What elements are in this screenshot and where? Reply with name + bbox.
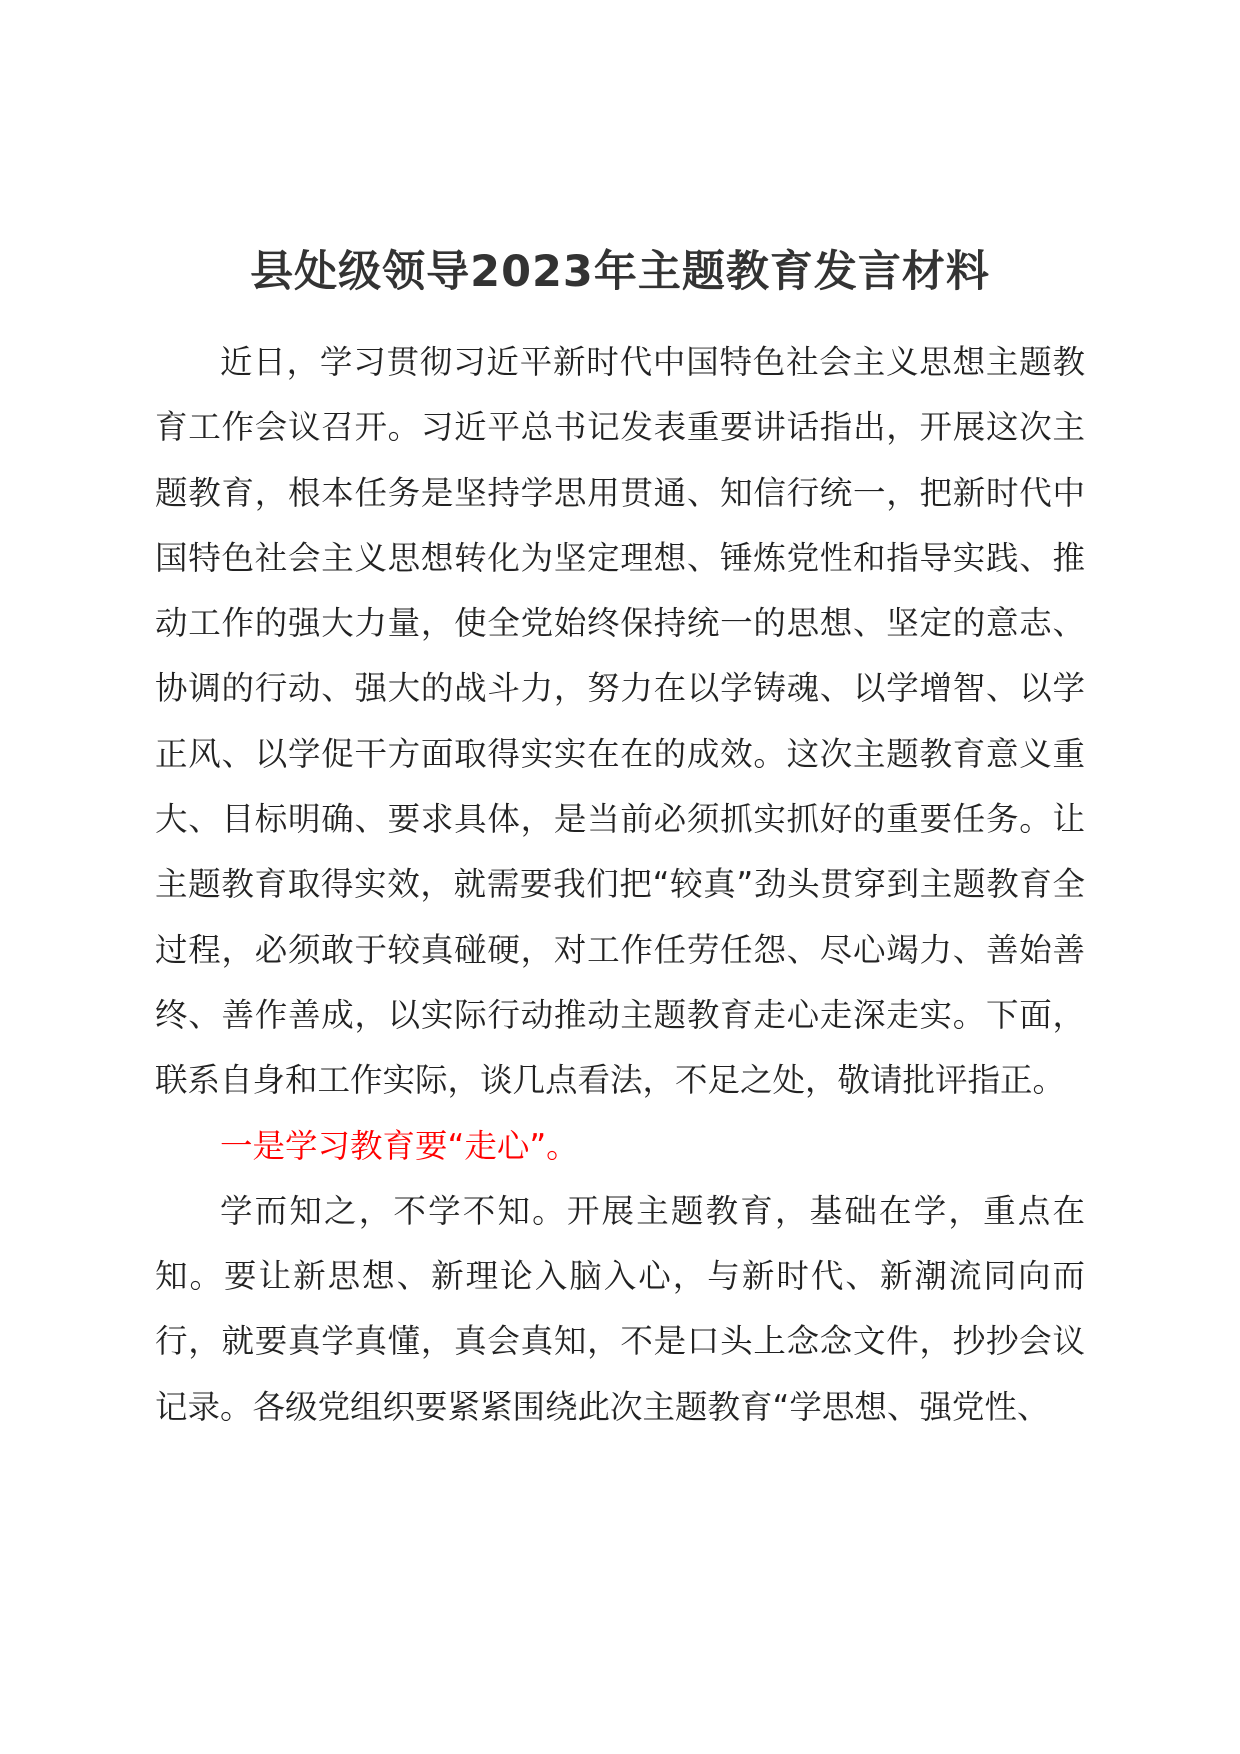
- intro-paragraph: 近日，学习贯彻习近平新时代中国特色社会主义思想主题教育工作会议召开。习近平总书记发表重要讲话指出，开展这次主题教育，根本任务是坚持学思用贯通、知信行统一，把新时代中国特色社会主义思想转化为坚定理想、锤炼党性和指导实践、推动工作的强大力量，使全党始终保持统一的思想、坚定的意志、协调的行动、强大的战斗力，努力在以学铸魂、以学增智、以学正风、以学促干方面取得实实在在的成效。这次主题教育意义重大、目标明确、要求具体，是当前必须抓实抓好的重要任务。让主题教育取得实效，就需要我们把“较真”劲头贯穿到主题教育全过程，必须敢于较真碰硬，对工作任劳任怨、尽心竭力、善始善终、善作善成，以实际行动推动主题教育走心走深走实。下面，联系自身和工作实际，谈几点看法，不足之处，敬请批评指正。: [155, 343, 1085, 1100]
- document-body: [155, 330, 1085, 1440]
- document-title: 县处级领导2023年主题教育发言材料: [250, 247, 990, 297]
- section-heading-1: 一是学习教育要“走心”。: [220, 1126, 579, 1165]
- section-1-paragraph: 学而知之，不学不知。开展主题教育，基础在学，重点在知。要让新思想、新理论入脑入心，与新时代、新潮流同向而行，就要真学真懂，真会真知，不是口头上念念文件，抄抄会议记录。各级党组织要紧紧围绕此次主题教育“学思想、强党性、: [155, 1191, 1085, 1426]
